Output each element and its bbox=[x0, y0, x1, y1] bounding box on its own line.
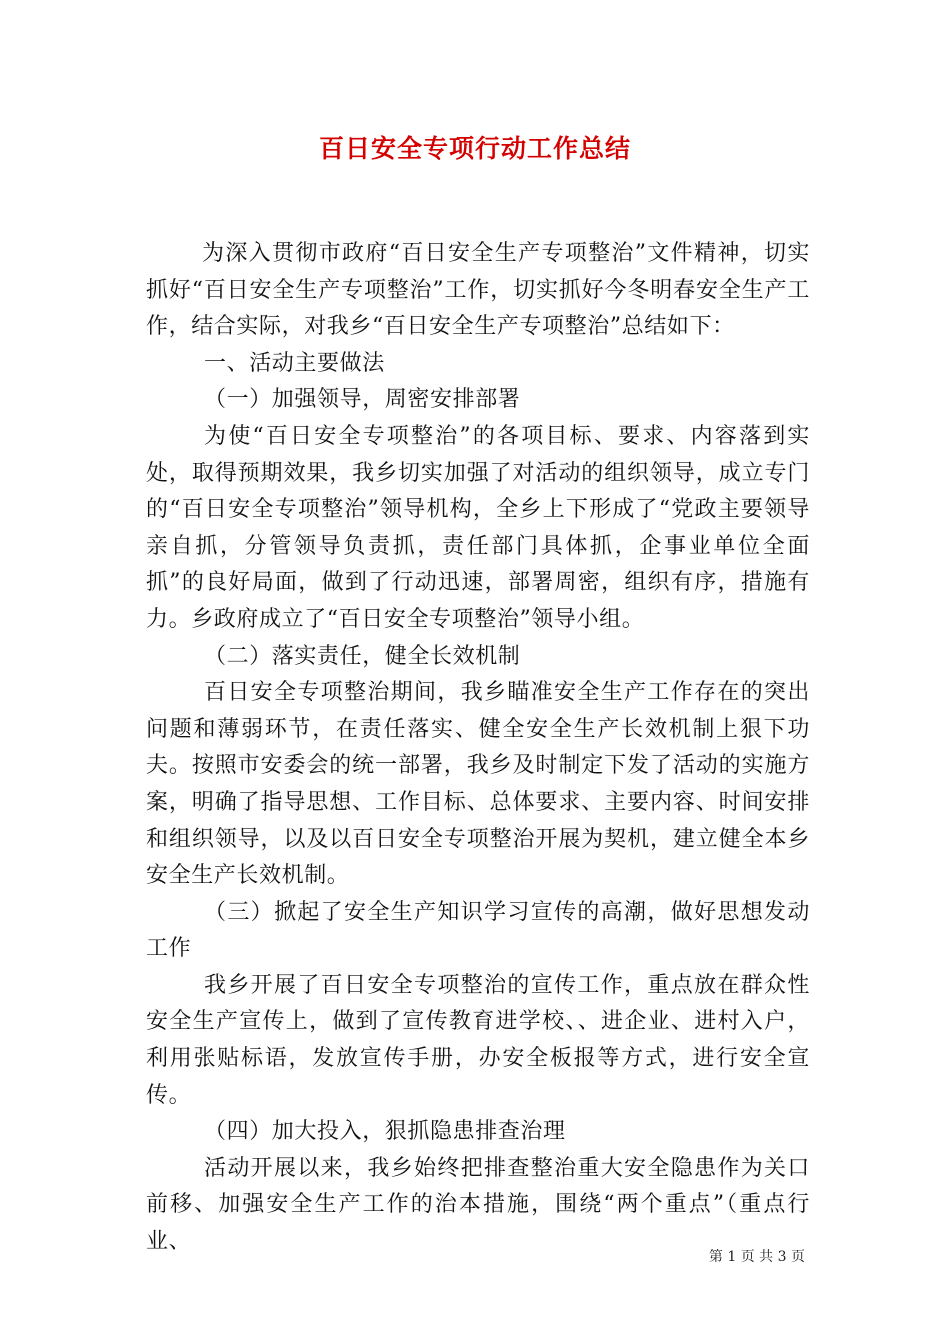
paragraph-leadership: 为使“百日安全专项整治”的各项目标、要求、内容落到实处，取得预期效果，我乡切实加强了对活动的组织领导，成立专门的“百日安全专项整治”领导机构，全乡上下形成了“党政主要领导亲自抓，分管领导负责抓，责任部门具体抓，企事业单位全面抓”的良好局面，做到了行动迅速，部署周密，组织有序，措施有力。乡政府成立了“百日安全专项整治”领导小组。 bbox=[146, 423, 810, 632]
paragraph-responsibility: 百日安全专项整治期间，我乡瞄准安全生产工作存在的突出问题和薄弱环节，在责任落实、健全安全生产长效机制上狠下功夫。按照市安委会的统一部署，我乡及时制定下发了活动的实施方案，明确了指导思想、工作目标、总体要求、主要内容、时间安排和组织领导，以及以百日安全专项整治开展为契机，建立健全本乡安全生产长效机制。 bbox=[146, 680, 810, 889]
document-body bbox=[146, 236, 810, 1261]
heading-subsection-1: （一）加强领导，周密安排部署 bbox=[204, 387, 521, 413]
heading-subsection-3: （三）掀起了安全生产知识学习宣传的高潮，做好思想发动工作 bbox=[146, 899, 810, 962]
document-title: 百日安全专项行动工作总结 bbox=[318, 134, 631, 163]
heading-section-1: 一、活动主要做法 bbox=[204, 350, 385, 376]
paragraph-publicity: 我乡开展了百日安全专项整治的宣传工作，重点放在群众性安全生产宣传上，做到了宣传教育进学校、、进企业、进村入户，利用张贴标语，发放宣传手册，办安全板报等方式，进行安全宣传。 bbox=[146, 972, 810, 1108]
page-number-footer: 第 1 页 共 3 页 bbox=[708, 1249, 805, 1265]
heading-subsection-2: （二）落实责任，健全长效机制 bbox=[204, 643, 521, 669]
heading-subsection-4: （四）加大投入，狠抓隐患排查治理 bbox=[204, 1119, 566, 1145]
paragraph-hazard-investigation: 活动开展以来，我乡始终把排查整治重大安全隐患作为关口前移、加强安全生产工作的治本措施，围绕“两个重点”（重点行业、 bbox=[146, 1155, 810, 1255]
paragraph-intro: 为深入贯彻市政府“百日安全生产专项整治”文件精神，切实抓好“百日安全生产专项整治”工作，切实抓好今冬明春安全生产工作，结合实际，对我乡“百日安全生产专项整治”总结如下： bbox=[146, 241, 810, 340]
